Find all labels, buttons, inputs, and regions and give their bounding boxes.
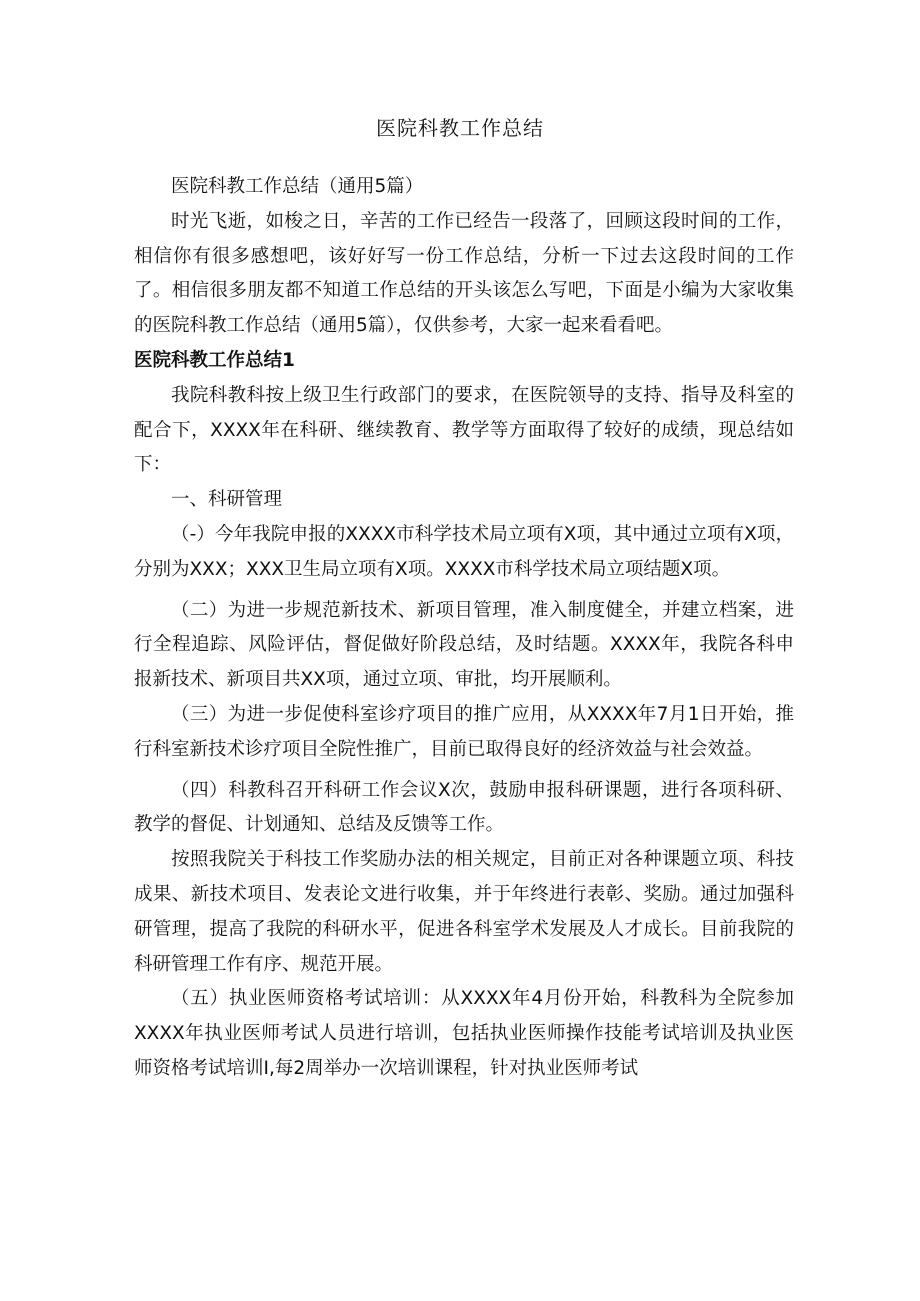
section-intro-paragraph: 我院科教科按上级卫生行政部门的要求，在医院领导的支持、指导及科室的配合下，XXXX年在科研、继续教育、教学等方面取得了较好的成绩，现总结如下： (134, 384, 794, 476)
list-item: （五）执业医师资格考试培训：从XXXX年4月份开始，科教科为全院参加XXXX年执业医师考试人员进行培训，包括执业医师操作技能考试培训及执业医师资格考试培训I,每2周举办一次培训课程，针对执业医师考试 (134, 988, 794, 1079)
part-heading: 一、科研管理 (171, 489, 283, 511)
list-item: （-）今年我院申报的XXXX市科学技术局立项有X项，其中通过立项有X项，分别为XXX；XXX卫生局立项有X项。XXXX市科学技术局立项结题X项。 (134, 523, 794, 580)
reward-paragraph: 按照我院关于科技工作奖励办法的相关规定，目前正对各种课题立项、科技成果、新技术项目、发表论文进行收集，并于年终进行表彰、奖励。通过加强科研管理，提高了我院的科研水平，促进各科室学术发展及人才成长。目前我院的科研管理工作有序、规范开展。 (134, 849, 794, 975)
document-title: 医院科教工作总结 (376, 116, 544, 140)
list-item: （三）为进一步促使科室诊疗项目的推广应用，从XXXX年7月1日开始，推行科室新技术诊疗项目全院性推广，目前已取得良好的经济效益与社会效益。 (134, 703, 794, 760)
list-item: （二）为进一步规范新技术、新项目管理，准入制度健全，并建立档案，进行全程追踪、风险评估，督促做好阶段总结，及时结题。XXXX年，我院各科申报新技术、新项目共XX项，通过立项、审批，均开展顺利。 (134, 599, 794, 691)
intro-paragraph: 时光飞逝，如梭之日，辛苦的工作已经告一段落了，回顾这段时间的工作，相信你有很多感想吧，该好好写一份工作总结，分析一下过去这段时间的工作了。相信很多朋友都不知道工作总结的开头该怎么写吧，下面是小编为大家收集的医院科教工作总结（通用5篇），仅供参考，大家一起来看看吧。 (134, 210, 794, 337)
section-heading: 医院科教工作总结1 (134, 349, 295, 371)
document-subtitle: 医院科教工作总结（通用5篇） (171, 176, 424, 197)
list-item: （四）科教科召开科研工作会议X次，鼓励申报科研课题，进行各项科研、教学的督促、计划通知、总结及反馈等工作。 (134, 779, 794, 836)
document-body (134, 170, 794, 1087)
